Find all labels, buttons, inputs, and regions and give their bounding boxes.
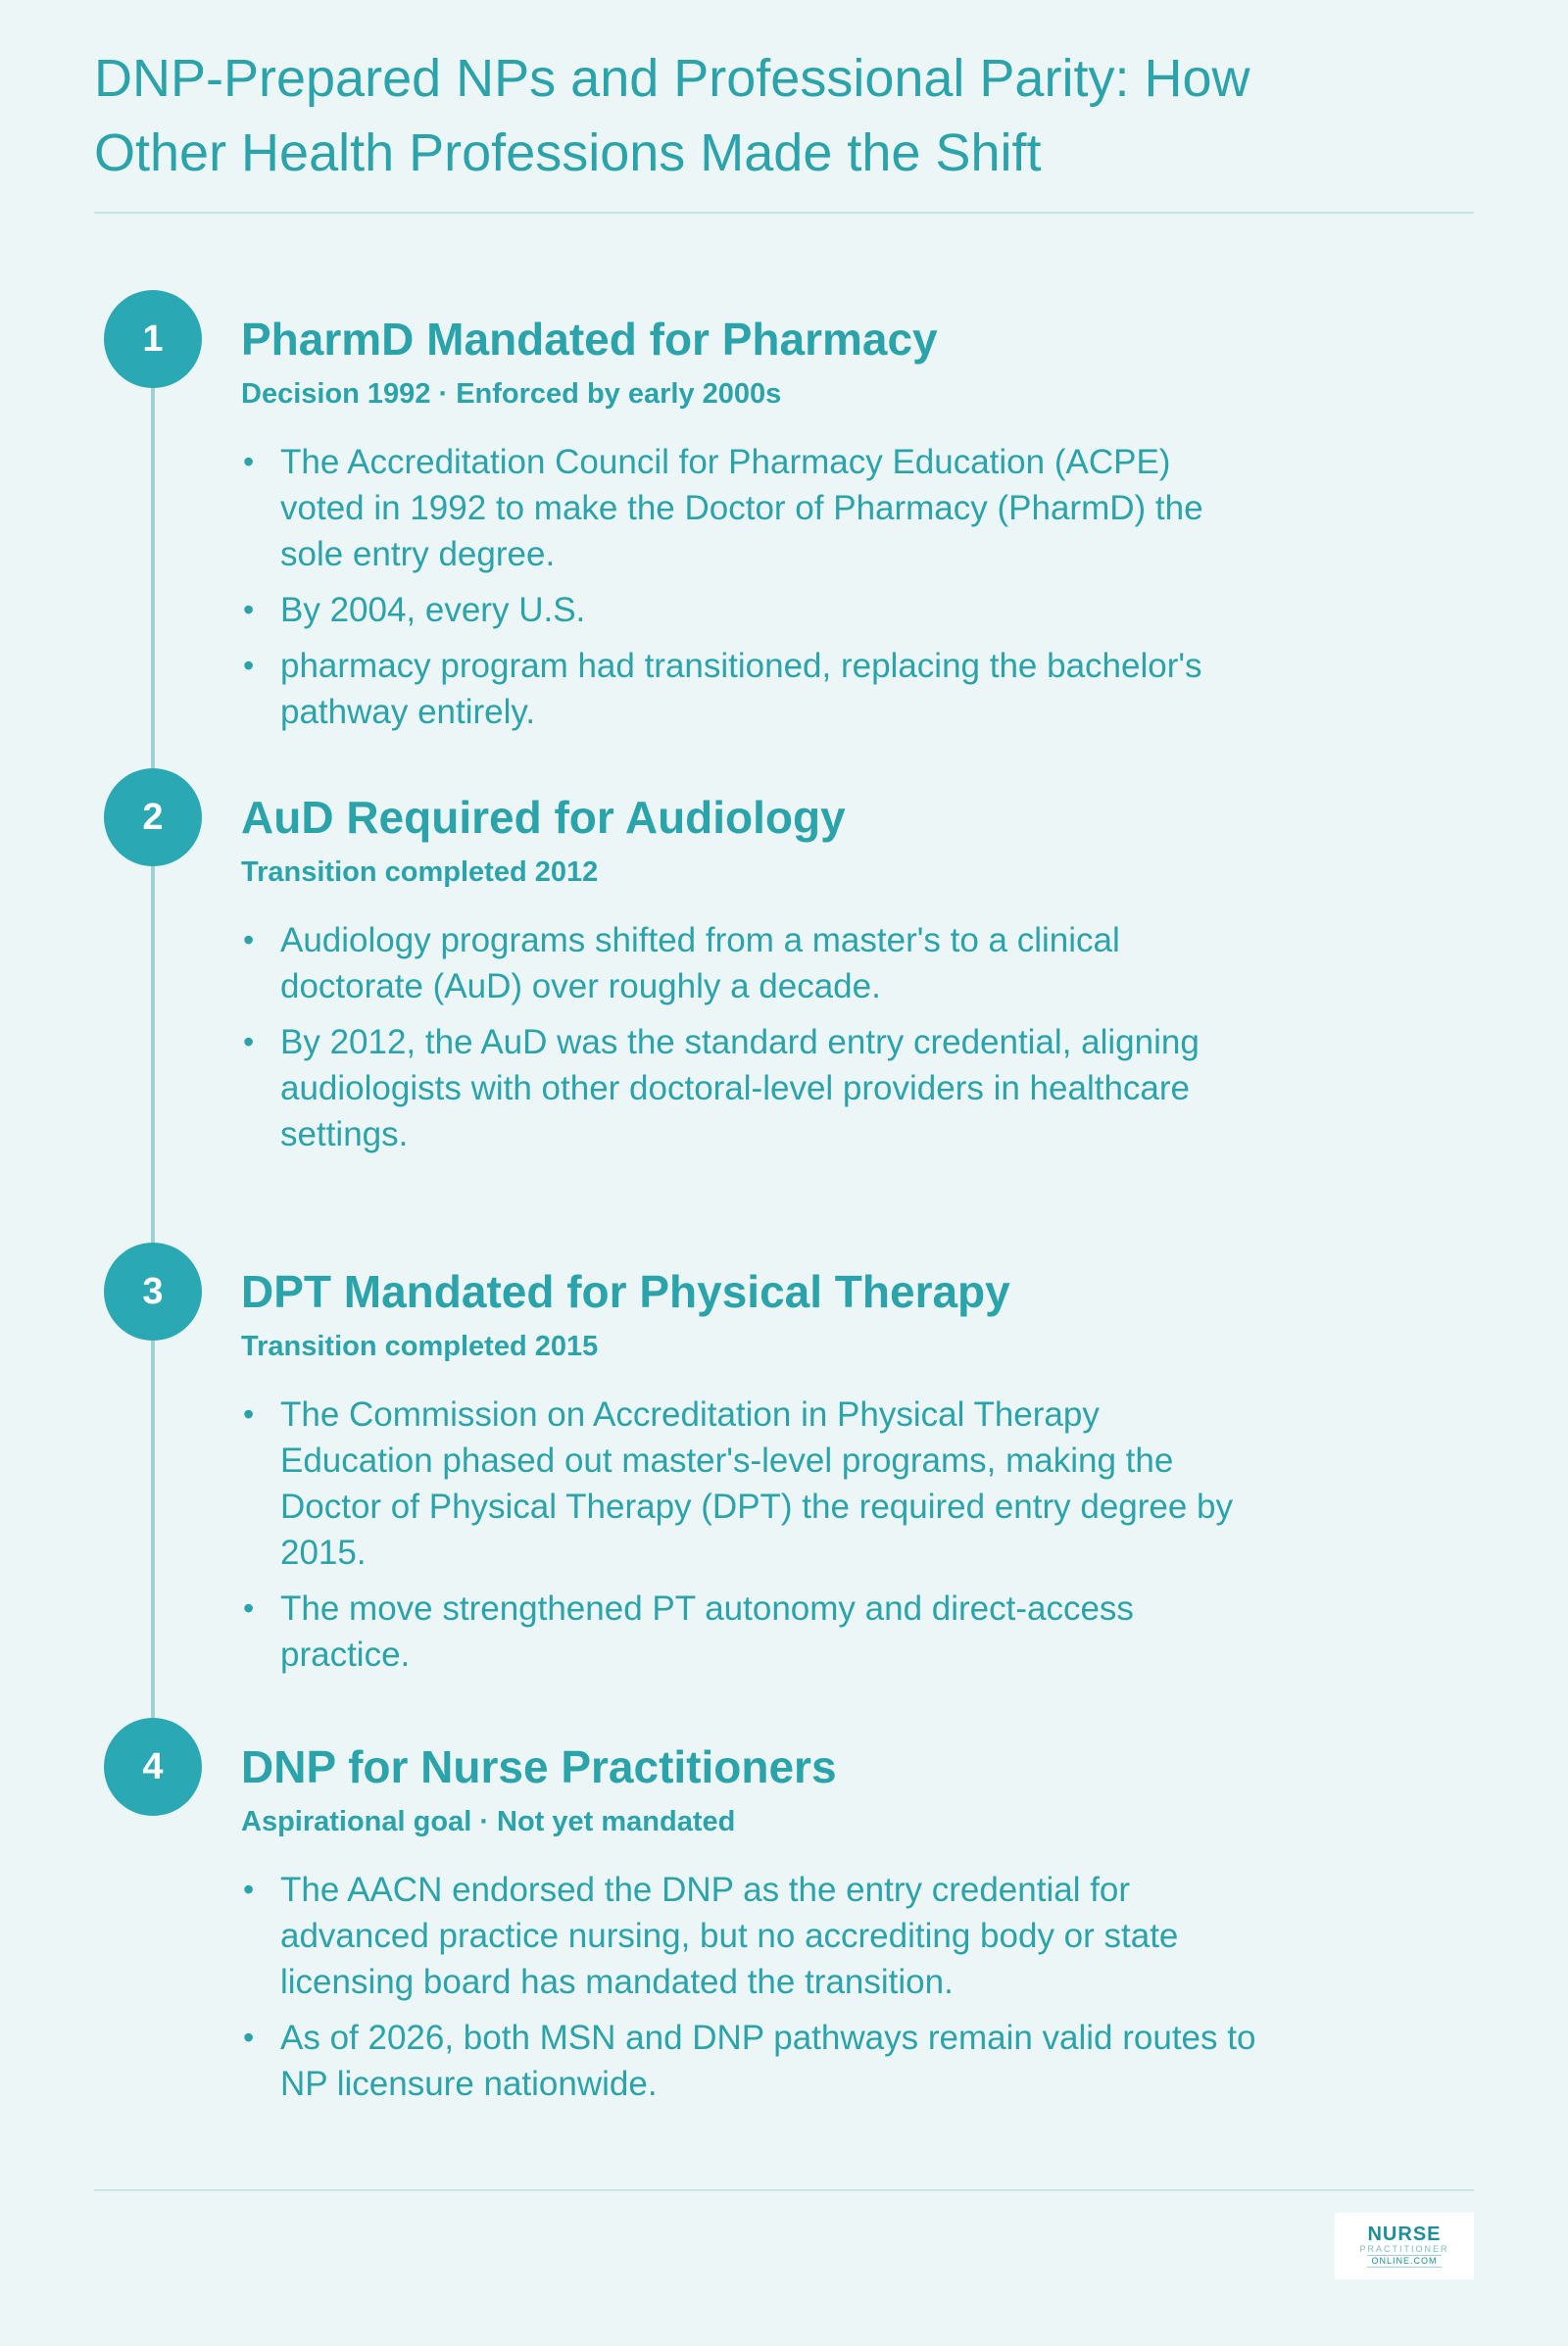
step-2-bullet-list — [241, 917, 1260, 1157]
step-4-title: DNP for Nurse Practitioners — [241, 1741, 837, 1792]
bullet-dot-icon: • — [243, 1024, 255, 1059]
bullet-dot-icon: • — [243, 648, 255, 683]
bullet-dot-icon: • — [243, 922, 255, 957]
step-3-subtitle: Transition completed 2015 — [241, 1331, 599, 1362]
list-item: • The Commission on Accreditation in Physical Therapy Education phased out master's-level programs, making the Doctor of Physical Therapy (DPT) the required entry degree by 2015. — [241, 1392, 1260, 1576]
step-1-title: PharmD Mandated for Pharmacy — [241, 314, 938, 365]
bullet-dot-icon: • — [243, 2020, 255, 2055]
list-item: • pharmacy program had transitioned, replacing the bachelor's pathway entirely. — [241, 643, 1260, 735]
bullet-dot-icon: • — [243, 1396, 255, 1432]
list-item: • As of 2026, both MSN and DNP pathways remain valid routes to NP licensure nationwide. — [241, 2015, 1260, 2107]
step-3 — [241, 1264, 1280, 1687]
step-3-bullet-list — [241, 1392, 1260, 1678]
step-1 — [241, 312, 1280, 745]
step-2-subtitle: Transition completed 2012 — [241, 856, 599, 888]
bottom-divider — [94, 2189, 1474, 2191]
step-3-number-badge: 3 — [104, 1243, 202, 1341]
list-item: • The AACN endorsed the DNP as the entry credential for advanced practice nursing, but no accrediting body or state licensing board has mandated the transition. — [241, 1867, 1260, 2005]
step-2-title: AuD Required for Audiology — [241, 792, 846, 843]
step-1-bullet-list — [241, 439, 1260, 735]
step-4-subtitle: Aspirational goal · Not yet mandated — [241, 1806, 736, 1837]
step-4-number-badge: 4 — [104, 1718, 202, 1816]
list-item: • Audiology programs shifted from a master's to a clinical doctorate (AuD) over roughly a decade. — [241, 917, 1260, 1009]
step-1-subtitle: Decision 1992 · Enforced by early 2000s — [241, 378, 782, 410]
list-item: • The Accreditation Council for Pharmacy Education (ACPE) voted in 1992 to make the Doctor of Pharmacy (PharmD) the sole entry degree. — [241, 439, 1260, 577]
step-3-title: DPT Mandated for Physical Therapy — [241, 1266, 1010, 1317]
step-1-number-badge: 1 — [104, 290, 202, 388]
timeline-line — [151, 338, 155, 1754]
step-4-bullet-list — [241, 1867, 1260, 2107]
bullet-dot-icon: • — [243, 444, 255, 479]
page-title: DNP-Prepared NPs and Professional Parity: How Other Health Professions Made the Shift — [94, 49, 1250, 182]
top-divider — [94, 212, 1474, 214]
list-item: • By 2012, the AuD was the standard entry credential, aligning audiologists with other doctoral-level providers in healthcare settings. — [241, 1019, 1260, 1157]
step-2 — [241, 790, 1280, 1167]
bullet-dot-icon: • — [243, 1590, 255, 1626]
bullet-dot-icon: • — [243, 1872, 255, 1907]
nurse-practitioner-online-logo: NURSE PRACTITIONER ONLINE.COM — [1335, 2213, 1474, 2279]
step-4 — [241, 1739, 1280, 2117]
list-item: • By 2004, every U.S. — [241, 587, 1260, 633]
list-item: • The move strengthened PT autonomy and direct-access practice. — [241, 1586, 1260, 1678]
bullet-dot-icon: • — [243, 592, 255, 627]
step-2-number-badge: 2 — [104, 768, 202, 866]
